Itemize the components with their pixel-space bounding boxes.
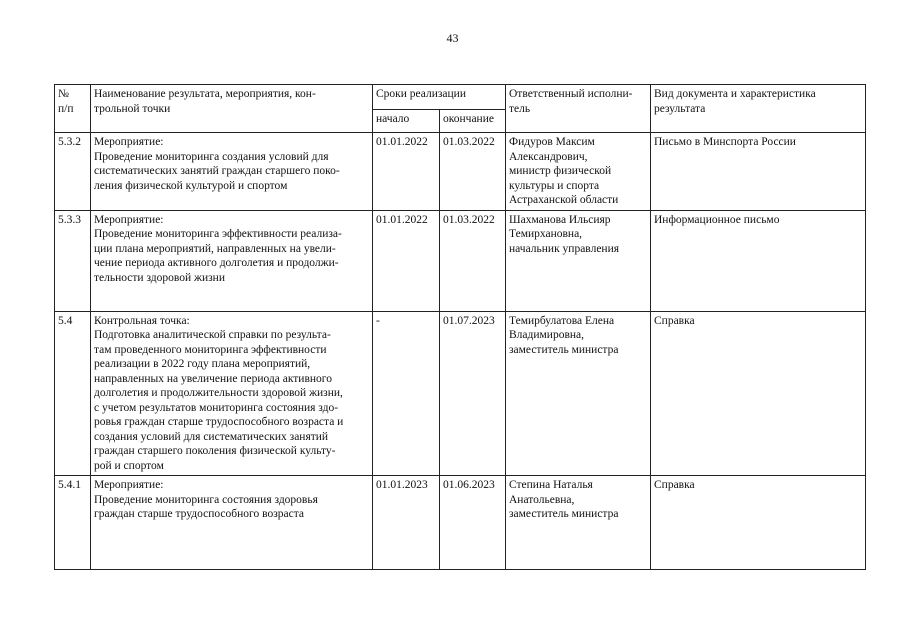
- row-name: Мероприятие: Проведение мониторинга создания условий для систематических занятий граждан старшего поко- ления физической культурой и спортом: [91, 133, 373, 211]
- row-start: -: [373, 311, 440, 476]
- row-start: 01.01.2022: [373, 133, 440, 211]
- plan-table: [54, 84, 866, 570]
- table-row: [55, 133, 866, 211]
- header-dates-group: Сроки реализации: [373, 85, 506, 110]
- page-number: 43: [446, 31, 459, 45]
- row-num: 5.3.3: [55, 210, 91, 311]
- row-responsible: Темирбулатова Елена Владимировна, заместитель министра: [506, 311, 651, 476]
- header-name: Наименование результата, мероприятия, кон- трольной точки: [91, 85, 373, 133]
- row-num: 5.4: [55, 311, 91, 476]
- row-doc: Справка: [651, 476, 866, 570]
- row-name: Контрольная точка: Подготовка аналитической справки по результа- там проведенного мониторинга эффективности реализации в 2022 году плана мероприятий, направленных на увеличение периода активного долголетия и продолжительности здоровой жизни, с учетом результатов мониторинга состояния здо- ровья граждан старше трудоспособного возраста и создания условий для систематических занятий граждан старшего поколения физической культу- рой и спортом: [91, 311, 373, 476]
- header-end: окончание: [440, 110, 506, 133]
- row-doc: Письмо в Минспорта России: [651, 133, 866, 211]
- row-num: 5.3.2: [55, 133, 91, 211]
- row-doc: Информационное письмо: [651, 210, 866, 311]
- row-end: 01.06.2023: [440, 476, 506, 570]
- row-num: 5.4.1: [55, 476, 91, 570]
- header-row: [55, 85, 866, 110]
- row-name: Мероприятие: Проведение мониторинга эффективности реализа- ции плана мероприятий, направленных на увели- чение периода активного долголетия и продолжи- тельности здоровой жизни: [91, 210, 373, 311]
- row-responsible: Степина Наталья Анатольевна, заместитель министра: [506, 476, 651, 570]
- table-row: [55, 476, 866, 570]
- header-num: № п/п: [55, 85, 91, 133]
- table-row: [55, 311, 866, 476]
- row-start: 01.01.2023: [373, 476, 440, 570]
- table-row: [55, 210, 866, 311]
- row-end: 01.03.2022: [440, 210, 506, 311]
- row-doc: Справка: [651, 311, 866, 476]
- row-end: 01.07.2023: [440, 311, 506, 476]
- header-start: начало: [373, 110, 440, 133]
- row-start: 01.01.2022: [373, 210, 440, 311]
- row-end: 01.03.2022: [440, 133, 506, 211]
- row-name: Мероприятие: Проведение мониторинга состояния здоровья граждан старше трудоспособного возраста: [91, 476, 373, 570]
- row-responsible: Шахманова Ильсияр Темирхановна, начальник управления: [506, 210, 651, 311]
- header-responsible: Ответственный исполни- тель: [506, 85, 651, 133]
- row-responsible: Фидуров Максим Александрович, министр физической культуры и спорта Астраханской области: [506, 133, 651, 211]
- header-doc: Вид документа и характеристика результата: [651, 85, 866, 133]
